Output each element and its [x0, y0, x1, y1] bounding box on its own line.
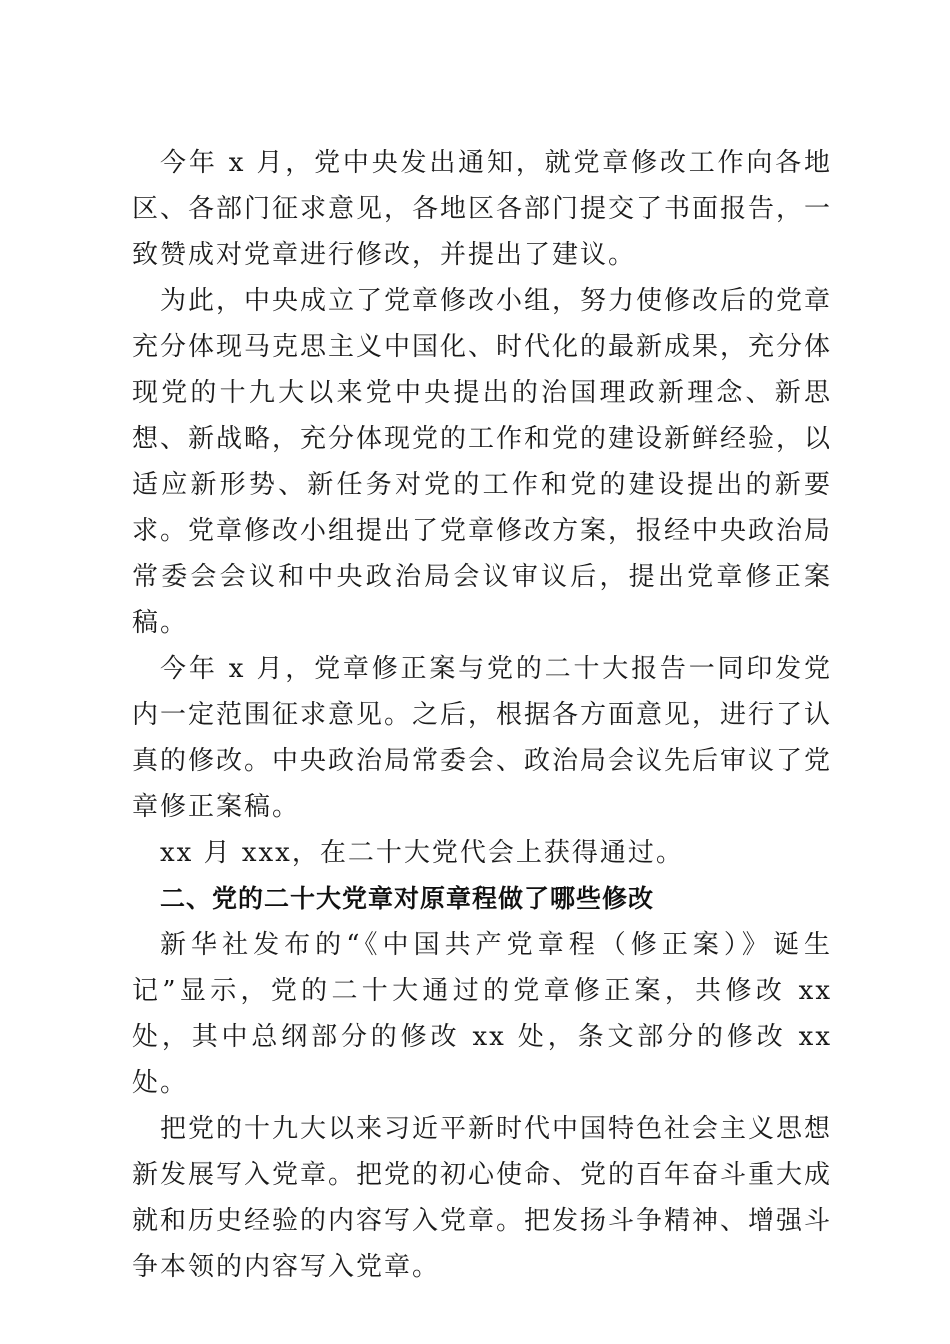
- paragraph-2: 为此，中央成立了党章修改小组，努力使修改后的党章充分体现马克思主义中国化、时代化的最新成果，充分体现党的十九大以来党中央提出的治国理政新理念、新思想、新战略，充分体现党的工作和党的建设新鲜经验，以适应新形势、新任务对党的工作和党的建设提出的新要求。党章修改小组提出了党章修改方案，报经中央政治局常委会会议和中央政治局会议审议后，提出党章修正案稿。: [132, 286, 833, 638]
- paragraph-1: 今年 x 月，党中央发出通知，就党章修改工作向各地区、各部门征求意见，各地区各部门提交了书面报告，一致赞成对党章进行修改，并提出了建议。: [132, 148, 833, 270]
- paragraph-4: xx 月 xxx，在二十大党代会上获得通过。: [160, 838, 684, 868]
- document-body: [132, 140, 832, 1290]
- paragraph-3: 今年 x 月，党章修正案与党的二十大报告一同印发党内一定范围征求意见。之后，根据各方面意见，进行了认真的修改。中央政治局常委会、政治局会议先后审议了党章修正案稿。: [132, 654, 833, 822]
- paragraph-5: 新华社发布的“《中国共产党章程（修正案）》诞生记”显示，党的二十大通过的党章修正案，共修改 xx 处，其中总纲部分的修改 xx 处，条文部分的修改 xx 处。: [132, 930, 832, 1098]
- section-heading: 二、党的二十大党章对原章程做了哪些修改: [160, 884, 655, 913]
- paragraph-6: 把党的十九大以来习近平新时代中国特色社会主义思想新发展写入党章。把党的初心使命、党的百年奋斗重大成就和历史经验的内容写入党章。把发扬斗争精神、增强斗争本领的内容写入党章。: [132, 1114, 833, 1282]
